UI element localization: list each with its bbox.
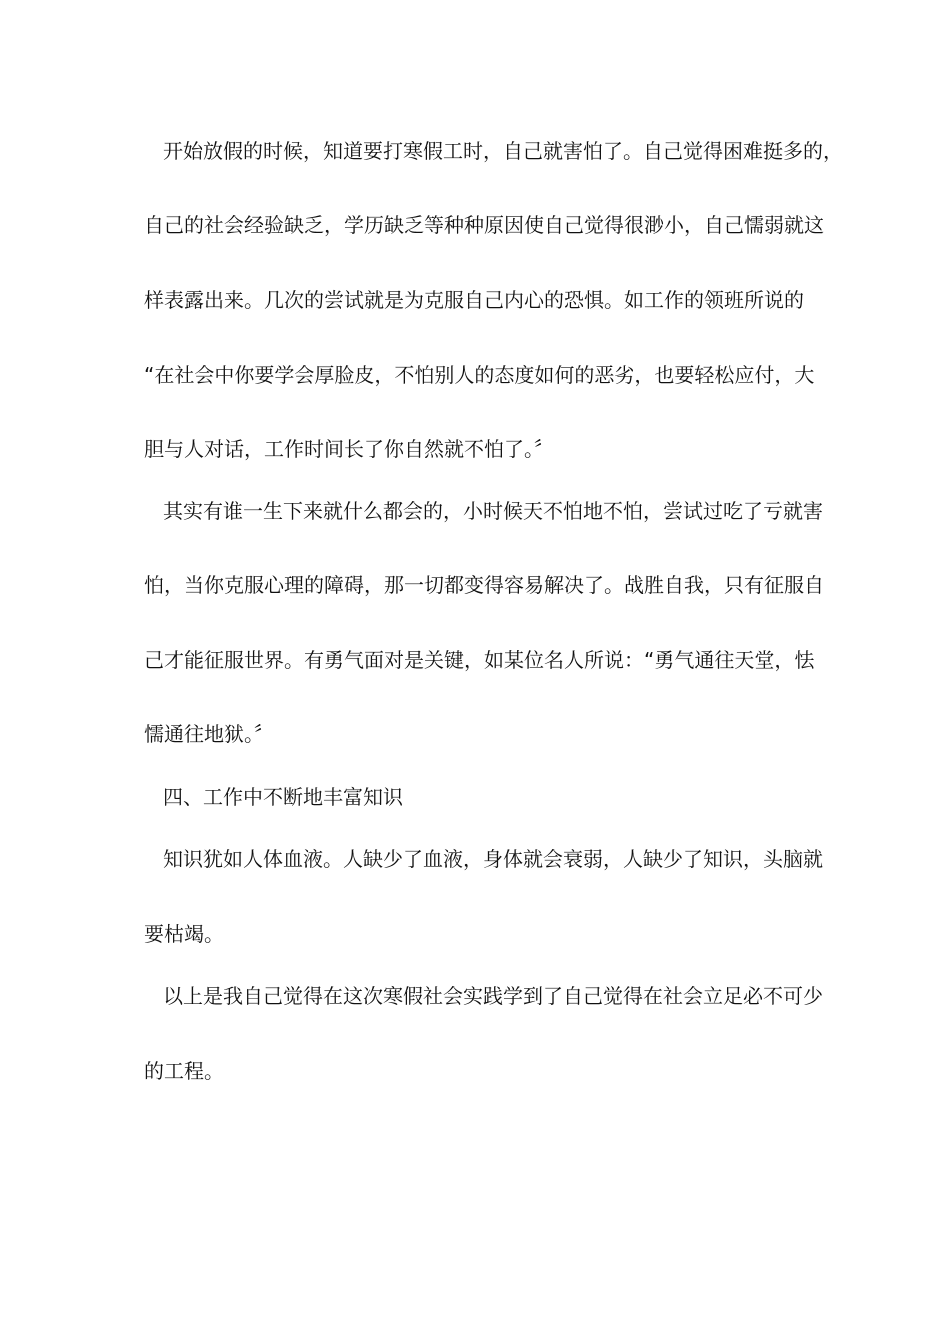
paragraph-3-line-2: 要枯竭。 (144, 922, 224, 946)
paragraph-1-line-4: “在社会中你要学会厚脸皮，不怕别人的态度如何的恶劣，也要轻松应付，大 (144, 363, 815, 387)
section-heading: 四、工作中不断地丰富知识 (163, 785, 403, 809)
paragraph-2-line-3: 己才能征服世界。有勇气面对是关键，如某位名人所说：“勇气通往天堂，怯 (144, 648, 815, 672)
paragraph-3-line-1: 知识犹如人体血液。人缺少了血液，身体就会衰弱，人缺少了知识，头脑就 (163, 847, 823, 871)
paragraph-2-line-2: 怕，当你克服心理的障碍，那一切都变得容易解决了。战胜自我，只有征服自 (144, 573, 824, 597)
paragraph-2-line-1: 其实有谁一生下来就什么都会的，小时候天不怕地不怕，尝试过吃了亏就害 (163, 499, 823, 523)
paragraph-1-line-5: 胆与人对话，工作时间长了你自然就不怕了。〞 (144, 437, 554, 461)
paragraph-4-line-2: 的工程。 (144, 1059, 224, 1083)
paragraph-1-line-1: 开始放假的时候，知道要打寒假工时，自己就害怕了。自己觉得困难挺多的， (163, 139, 843, 163)
paragraph-1-line-3: 样表露出来。几次的尝试就是为克服自己内心的恐惧。如工作的领班所说的 (144, 288, 804, 312)
paragraph-4-line-1: 以上是我自己觉得在这次寒假社会实践学到了自己觉得在社会立足必不可少 (163, 984, 823, 1008)
paragraph-1-line-2: 自己的社会经验缺乏，学历缺乏等种种原因使自己觉得很渺小，自己懦弱就这 (144, 213, 824, 237)
paragraph-2-line-4: 懦通往地狱。〞 (144, 722, 274, 746)
